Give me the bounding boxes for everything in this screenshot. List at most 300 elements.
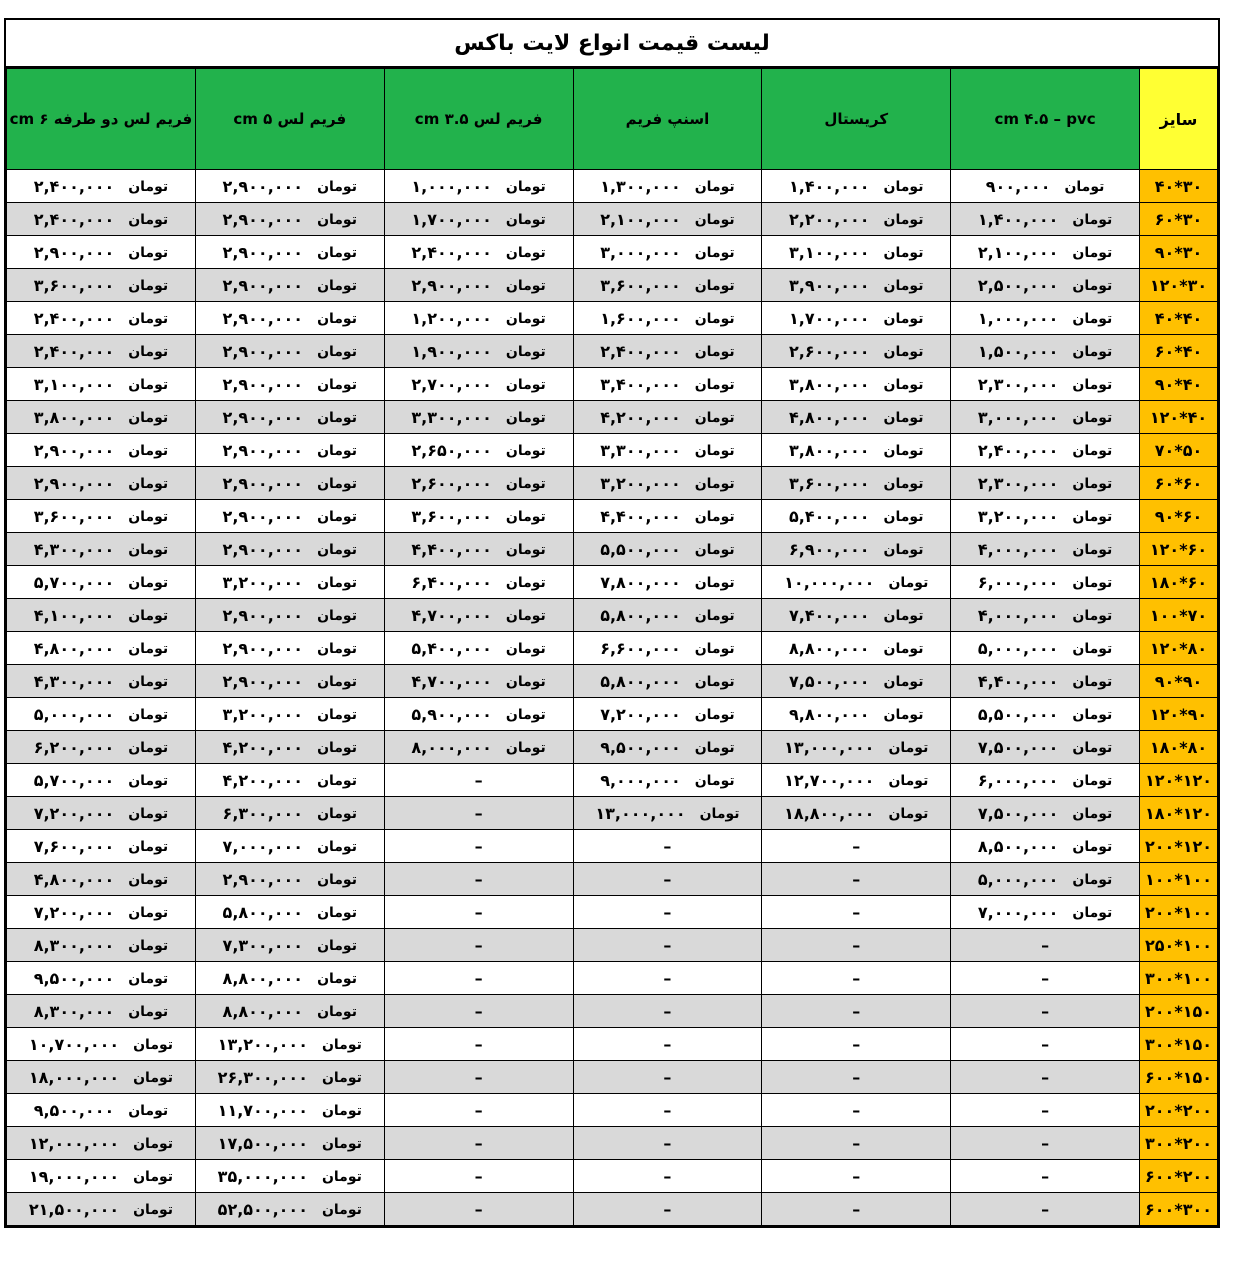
price-value-group [600,177,734,196]
currency-unit: تومان [1072,376,1113,393]
price-value-group [223,639,357,658]
price-value: ۱,۶۰۰,۰۰۰ [600,309,681,329]
empty-dash: – [852,902,861,922]
price-value: ۳,۶۰۰,۰۰۰ [411,507,492,527]
currency-unit: تومان [505,541,546,558]
price-value: ۶,۰۰۰,۰۰۰ [977,573,1059,593]
price-cell-lens35 [384,995,573,1028]
price-cell-lens5 [195,1061,384,1094]
table-row [7,335,1218,368]
price-value: ۷,۰۰۰,۰۰۰ [977,903,1059,923]
price-cell-pvc [951,830,1140,863]
price-cell-snap [573,203,762,236]
price-value: ۱۰,۷۰۰,۰۰۰ [28,1035,120,1055]
price-cell-lens35 [384,434,573,467]
empty-dash: – [474,770,483,790]
price-value: ۲,۹۰۰,۰۰۰ [222,639,304,659]
price-value-group [223,540,357,559]
price-value-group [600,474,734,493]
price-cell-snap [573,368,762,401]
price-value-group [978,540,1112,559]
price-value: ۲,۹۰۰,۰۰۰ [222,672,304,692]
price-value: ۴,۸۰۰,۰۰۰ [33,870,115,890]
price-cell-pvc [951,599,1140,632]
currency-unit: تومان [1072,640,1113,657]
price-value-group [600,771,734,790]
price-cell-lens5 [195,929,384,962]
currency-unit: تومان [317,442,357,459]
table-row [7,1193,1218,1226]
price-value-group [223,243,357,262]
price-cell-lens35 [384,1193,573,1226]
price-value: ۱۹,۰۰۰,۰۰۰ [28,1167,120,1187]
price-value-group [978,474,1112,493]
price-value-group [789,705,923,724]
empty-dash: – [474,836,483,856]
price-value: ۸,۸۰۰,۰۰۰ [789,639,870,659]
price-value: ۵,۸۰۰,۰۰۰ [600,672,681,692]
price-value-group [34,441,168,460]
price-value-group [600,243,734,262]
price-value-group [34,606,168,625]
currency-unit: تومان [1072,739,1113,756]
empty-dash: – [1041,1067,1050,1087]
price-value-group [223,177,357,196]
price-value-group [218,1200,362,1219]
price-value: ۷,۲۰۰,۰۰۰ [33,903,115,923]
price-cell-lens5 [195,302,384,335]
table-row [7,368,1218,401]
price-cell-snap [573,995,762,1028]
price-value-group [789,309,923,328]
currency-unit: تومان [888,772,929,789]
price-value: ۱,۳۰۰,۰۰۰ [600,177,681,197]
price-value-group [600,738,734,757]
price-cell-crystal [762,335,951,368]
currency-unit: تومان [128,574,169,591]
price-value: ۸,۳۰۰,۰۰۰ [33,936,115,956]
price-value-group [34,507,168,526]
price-cell-crystal [762,269,951,302]
price-value-group [34,540,168,559]
empty-dash: – [663,1166,672,1186]
price-value: ۳,۲۰۰,۰۰۰ [222,705,304,725]
currency-unit: تومان [128,904,169,921]
price-value: ۸,۸۰۰,۰۰۰ [222,969,304,989]
currency-unit: تومان [694,508,735,525]
currency-unit: تومان [694,409,735,426]
currency-unit: تومان [694,343,735,360]
price-cell-lens5 [195,170,384,203]
price-value: ۶,۴۰۰,۰۰۰ [411,573,492,593]
price-cell-pvc [951,962,1140,995]
price-cell-snap [573,302,762,335]
empty-dash: – [474,1034,483,1054]
price-cell-crystal [762,236,951,269]
currency-unit: تومان [128,277,169,294]
price-value-group [34,837,168,856]
currency-unit: تومان [883,706,924,723]
empty-dash: – [474,1100,483,1120]
currency-unit: تومان [317,574,357,591]
price-value: ۲,۴۰۰,۰۰۰ [600,342,681,362]
price-cell-lens35 [384,236,573,269]
price-cell-pvc [951,665,1140,698]
price-value: ۲,۴۰۰,۰۰۰ [33,342,115,362]
price-cell-snap [573,797,762,830]
price-value: ۴,۰۰۰,۰۰۰ [977,540,1059,560]
price-cell-lens35 [384,335,573,368]
price-cell-snap [573,500,762,533]
empty-dash: – [474,1199,483,1219]
size-cell: ۶۰*۱۸۰ [1140,566,1218,599]
price-cell-snap [573,269,762,302]
price-value: ۲,۶۵۰,۰۰۰ [411,441,492,461]
price-value-group [223,969,357,988]
price-value-group [411,177,545,196]
table-row [7,698,1218,731]
currency-unit: تومان [883,244,924,261]
price-cell-lens35 [384,302,573,335]
currency-unit: تومان [505,508,546,525]
price-cell-snap [573,170,762,203]
currency-unit: تومان [699,805,740,822]
price-value-group [789,441,923,460]
currency-unit: تومان [317,244,357,261]
currency-unit: تومان [317,541,357,558]
price-cell-lens5 [195,1193,384,1226]
currency-unit: تومان [317,739,357,756]
price-value: ۸,۸۰۰,۰۰۰ [222,1002,304,1022]
price-value: ۲۱,۵۰۰,۰۰۰ [28,1200,120,1220]
currency-unit: تومان [321,1102,362,1119]
header-frameless-5: فریم لس ۵ cm [195,69,384,170]
price-value-group [986,177,1105,196]
price-value-group [223,837,357,856]
price-value: ۷,۶۰۰,۰۰۰ [33,837,115,857]
price-value-group [223,705,357,724]
table-row [7,995,1218,1028]
currency-unit: تومان [317,211,357,228]
price-value-group [978,771,1112,790]
currency-unit: تومان [317,1003,357,1020]
price-value-group [223,870,357,889]
currency-unit: تومان [133,1036,174,1053]
header-size: سایز [1140,69,1218,170]
price-value-group [978,705,1112,724]
empty-dash: – [663,869,672,889]
price-cell-snap [573,896,762,929]
currency-unit: تومان [505,178,546,195]
table-row [7,500,1218,533]
price-value: ۴,۲۰۰,۰۰۰ [222,738,304,758]
price-cell-lens35 [384,797,573,830]
price-cell-lens35 [384,731,573,764]
currency-unit: تومان [128,871,169,888]
table-row [7,1061,1218,1094]
price-value-group [789,243,923,262]
price-value: ۳,۴۰۰,۰۰۰ [600,375,681,395]
price-value: ۴,۴۰۰,۰۰۰ [600,507,681,527]
currency-unit: تومان [505,343,546,360]
currency-unit: تومان [694,739,735,756]
price-value-group [600,441,734,460]
price-value: ۷,۰۰۰,۰۰۰ [222,837,304,857]
price-cell-lens35 [384,1160,573,1193]
price-value-group [34,1002,168,1021]
empty-dash: – [1041,935,1050,955]
table-row [7,929,1218,962]
size-cell: ۱۲۰*۲۰۰ [1140,830,1218,863]
price-cell-double6 [7,995,196,1028]
size-cell: ۱۵۰*۲۰۰ [1140,995,1218,1028]
price-value-group [784,804,928,823]
price-cell-crystal [762,797,951,830]
price-value-group [978,738,1112,757]
header-pvc: cm ۴.۵ – pvc [951,69,1140,170]
currency-unit: تومان [317,310,357,327]
currency-unit: تومان [505,673,546,690]
price-cell-lens5 [195,797,384,830]
price-value: ۹,۸۰۰,۰۰۰ [789,705,870,725]
price-value-group [978,903,1112,922]
price-cell-pvc [951,1127,1140,1160]
price-cell-double6 [7,1193,196,1226]
empty-dash: – [663,836,672,856]
currency-unit: تومان [317,640,357,657]
price-value: ۱۲,۷۰۰,۰۰۰ [784,771,875,791]
size-cell: ۵۰*۷۰ [1140,434,1218,467]
price-cell-crystal [762,1193,951,1226]
empty-dash: – [474,902,483,922]
price-value: ۴,۷۰۰,۰۰۰ [411,672,492,692]
price-cell-pvc [951,302,1140,335]
table-row [7,401,1218,434]
price-value: ۳,۱۰۰,۰۰۰ [789,243,870,263]
price-value: ۳,۶۰۰,۰۰۰ [33,507,115,527]
size-cell: ۷۰*۱۰۰ [1140,599,1218,632]
price-cell-double6 [7,1061,196,1094]
price-value: ۲۶,۳۰۰,۰۰۰ [217,1068,308,1088]
currency-unit: تومان [1072,310,1113,327]
header-crystal: کریستال [762,69,951,170]
price-value: ۲,۴۰۰,۰۰۰ [33,309,115,329]
price-cell-crystal [762,599,951,632]
empty-dash: – [852,836,861,856]
price-value-group [600,342,734,361]
currency-unit: تومان [321,1069,362,1086]
price-value-group [411,309,545,328]
price-cell-lens5 [195,335,384,368]
price-value: ۴,۲۰۰,۰۰۰ [222,771,304,791]
currency-unit: تومان [883,607,924,624]
price-value-group [978,441,1112,460]
size-cell: ۳۰*۱۲۰ [1140,269,1218,302]
empty-dash: – [663,1067,672,1087]
price-value: ۱,۷۰۰,۰۰۰ [789,309,870,329]
currency-unit: تومان [317,409,357,426]
price-value: ۱,۴۰۰,۰۰۰ [789,177,870,197]
price-value: ۱۷,۵۰۰,۰۰۰ [217,1134,308,1154]
price-value-group [978,639,1112,658]
price-cell-double6 [7,434,196,467]
price-value-group [223,771,357,790]
price-cell-pvc [951,533,1140,566]
price-cell-pvc [951,1061,1140,1094]
currency-unit: تومان [128,376,169,393]
price-cell-crystal [762,1160,951,1193]
currency-unit: تومان [505,475,546,492]
price-value: ۵,۸۰۰,۰۰۰ [600,606,681,626]
price-value: ۴,۷۰۰,۰۰۰ [411,606,492,626]
currency-unit: تومان [888,739,929,756]
currency-unit: تومان [128,244,169,261]
table-row [7,1127,1218,1160]
price-value-group [411,342,545,361]
empty-dash: – [663,1034,672,1054]
price-cell-snap [573,731,762,764]
price-value-group [223,408,357,427]
currency-unit: تومان [317,970,357,987]
price-value-group [595,804,739,823]
price-cell-double6 [7,401,196,434]
price-cell-pvc [951,698,1140,731]
price-cell-crystal [762,698,951,731]
currency-unit: تومان [128,211,169,228]
price-cell-double6 [7,1094,196,1127]
price-cell-lens35 [384,962,573,995]
price-cell-snap [573,434,762,467]
price-cell-double6 [7,269,196,302]
currency-unit: تومان [317,343,357,360]
price-value-group [223,507,357,526]
price-value-group [223,738,357,757]
price-value: ۱,۴۰۰,۰۰۰ [977,210,1059,230]
price-cell-crystal [762,1028,951,1061]
currency-unit: تومان [1072,706,1113,723]
price-value-group [978,408,1112,427]
price-cell-crystal [762,995,951,1028]
table-row [7,665,1218,698]
price-value: ۲,۱۰۰,۰۰۰ [600,210,681,230]
price-value: ۷,۲۰۰,۰۰۰ [33,804,115,824]
price-cell-lens5 [195,1028,384,1061]
price-value-group [600,375,734,394]
price-cell-double6 [7,929,196,962]
price-value-group [218,1134,362,1153]
price-value-group [789,342,923,361]
price-cell-crystal [762,830,951,863]
table-row [7,863,1218,896]
size-cell: ۴۰*۹۰ [1140,368,1218,401]
price-value: ۷,۵۰۰,۰۰۰ [789,672,870,692]
currency-unit: تومان [883,508,924,525]
price-value-group [34,474,168,493]
price-cell-double6 [7,731,196,764]
price-value: ۲,۹۰۰,۰۰۰ [222,606,304,626]
table-row [7,1160,1218,1193]
price-cell-double6 [7,599,196,632]
price-cell-lens35 [384,533,573,566]
price-value: ۲,۹۰۰,۰۰۰ [411,276,492,296]
currency-unit: تومان [694,244,735,261]
price-value: ۵,۷۰۰,۰۰۰ [33,771,115,791]
size-cell: ۲۰۰*۲۰۰ [1140,1094,1218,1127]
price-value-group [600,705,734,724]
price-cell-pvc [951,236,1140,269]
price-value-group [34,573,168,592]
price-cell-crystal [762,632,951,665]
currency-unit: تومان [321,1135,362,1152]
empty-dash: – [474,968,483,988]
price-cell-crystal [762,1094,951,1127]
price-cell-lens35 [384,764,573,797]
price-cell-lens35 [384,929,573,962]
empty-dash: – [1041,1100,1050,1120]
price-value-group [411,672,545,691]
price-cell-snap [573,1127,762,1160]
price-value: ۳,۰۰۰,۰۰۰ [977,408,1059,428]
price-value: ۵۲,۵۰۰,۰۰۰ [217,1200,308,1220]
price-value: ۲,۹۰۰,۰۰۰ [222,243,304,263]
price-cell-lens5 [195,632,384,665]
price-value-group [411,276,545,295]
price-cell-double6 [7,533,196,566]
price-value: ۴,۰۰۰,۰۰۰ [977,606,1059,626]
price-cell-lens5 [195,599,384,632]
price-cell-pvc [951,896,1140,929]
price-cell-double6 [7,698,196,731]
price-cell-snap [573,830,762,863]
size-cell: ۱۲۰*۱۲۰ [1140,764,1218,797]
price-cell-double6 [7,863,196,896]
empty-dash: – [852,869,861,889]
price-cell-snap [573,566,762,599]
price-cell-snap [573,764,762,797]
empty-dash: – [663,1100,672,1120]
price-cell-crystal [762,764,951,797]
price-cell-crystal [762,434,951,467]
price-value: ۲,۹۰۰,۰۰۰ [222,342,304,362]
price-cell-snap [573,599,762,632]
price-value-group [218,1101,362,1120]
price-value: ۲,۴۰۰,۰۰۰ [977,441,1059,461]
price-cell-double6 [7,467,196,500]
price-cell-pvc [951,203,1140,236]
price-cell-lens5 [195,566,384,599]
currency-unit: تومان [128,475,169,492]
price-value-group [411,573,545,592]
price-value: ۲,۹۰۰,۰۰۰ [222,441,304,461]
table-row [7,731,1218,764]
currency-unit: تومان [317,805,357,822]
price-cell-double6 [7,632,196,665]
header-snap-frame: اسنپ فریم [573,69,762,170]
price-cell-crystal [762,731,951,764]
currency-unit: تومان [883,343,924,360]
currency-unit: تومان [1072,442,1113,459]
price-cell-double6 [7,203,196,236]
price-value: ۲,۹۰۰,۰۰۰ [33,441,115,461]
price-value-group [34,639,168,658]
price-cell-lens5 [195,368,384,401]
price-cell-double6 [7,368,196,401]
currency-unit: تومان [694,772,735,789]
price-cell-lens35 [384,566,573,599]
price-cell-pvc [951,368,1140,401]
price-cell-lens5 [195,764,384,797]
price-value: ۴,۱۰۰,۰۰۰ [33,606,115,626]
